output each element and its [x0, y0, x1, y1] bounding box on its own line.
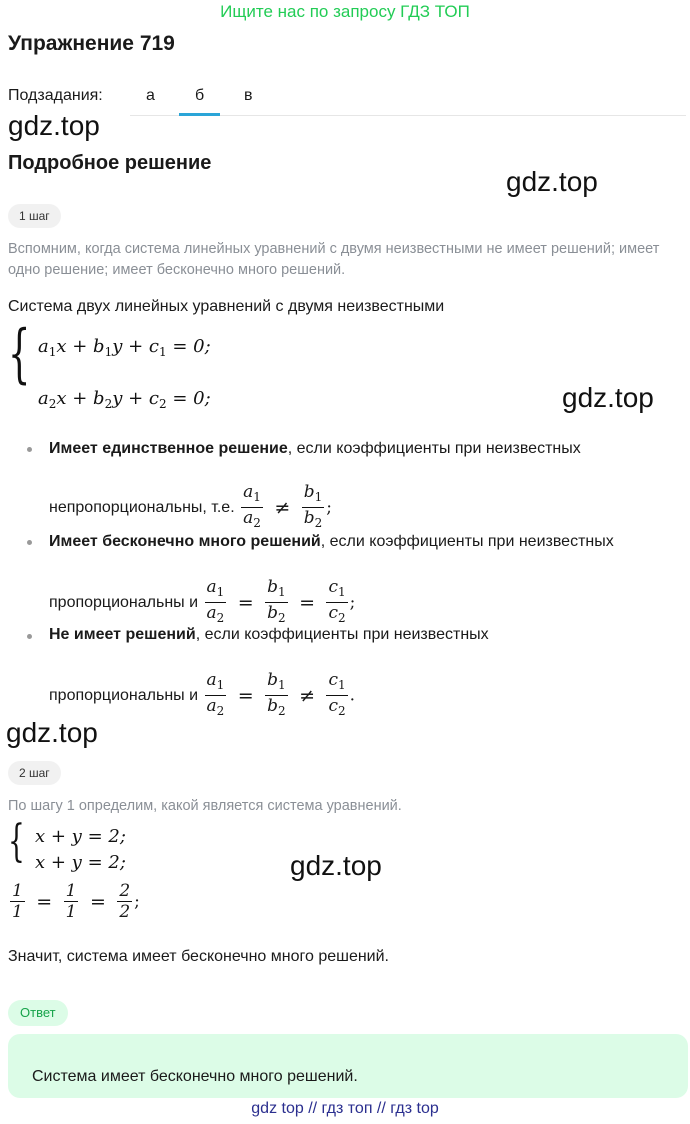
answer-box	[8, 1034, 688, 1098]
coefficient-ratio: $\frac{1}{1}$ = $\frac{1}{1}$ = $\frac{2}{2}$ ;	[12, 881, 140, 922]
step-hint-2: По шагу 1 определим, какой является система уравнений.	[8, 798, 402, 814]
tab-v[interactable]: в	[244, 87, 253, 104]
bullet-dot	[27, 540, 32, 545]
page-title: Упражнение 719	[8, 32, 175, 55]
bullet-1-line-1: Имеет единственное решение, если коэффициенты при неизвестных	[49, 440, 581, 457]
general-equation-1: $a_1x + b_1y + c_1 = 0$;	[38, 336, 211, 359]
fraction-a1-a2: $\frac{a_1}{a_2}$	[205, 670, 227, 721]
watermark: gdz.top	[8, 110, 100, 141]
fraction-a1-a2: $\frac{a_1}{a_2}$	[241, 482, 263, 533]
tab-a[interactable]: а	[146, 87, 155, 104]
fraction-c1-c2: $\frac{c_1}{c_2}$	[326, 670, 347, 721]
bullet-3-line-1: Не имеет решений, если коэффициенты при неизвестных	[49, 626, 489, 643]
bullet-dot	[27, 634, 32, 639]
active-tab-indicator	[179, 113, 220, 116]
general-equation-2: $a_2x + b_2y + c_2 = 0$;	[38, 388, 211, 411]
system-brace: {	[8, 317, 31, 391]
bullet-3-line-2: пропорциональны и $\frac{a_1}{a_2}$ = $\frac{b_1}{b_2}$ ≠ $\frac{c_1}{c_2}$ .	[49, 670, 355, 721]
fraction-b1-b2: $\frac{b_1}{b_2}$	[265, 670, 288, 721]
subtasks-label: Подзадания:	[8, 87, 103, 104]
conclusion-text: Значит, система имеет бесконечно много решений.	[8, 948, 389, 965]
watermark: gdz.top	[562, 382, 654, 413]
tab-b[interactable]: б	[195, 87, 205, 104]
watermark: gdz.top	[290, 850, 382, 881]
fraction-c1-c2: $\frac{c_1}{c_2}$	[326, 577, 347, 628]
bullet-2-line-2: пропорциональны и $\frac{a_1}{a_2}$ = $\frac{b_1}{b_2}$ = $\frac{c_1}{c_2}$ ;	[49, 577, 355, 628]
fraction-a1-a2: $\frac{a_1}{a_2}$	[205, 577, 227, 628]
watermark: gdz.top	[506, 166, 598, 197]
step-badge-2: 2 шаг	[8, 761, 61, 785]
system-brace: {	[8, 816, 25, 867]
answer-text: Система имеет бесконечно много решений.	[32, 1068, 358, 1085]
footer-links[interactable]: gdz top // гдз топ // гдз top	[251, 1100, 439, 1117]
step-badge-1: 1 шаг	[8, 204, 61, 228]
bullet-2-line-1: Имеет бесконечно много решений, если коэффициенты при неизвестных	[49, 533, 614, 550]
bullet-dot	[27, 447, 32, 452]
step-hint-1: Вспомним, когда система линейных уравнений с двумя неизвестными не имеет решений; имеет одно решение; имеет бесконечно много решений.	[8, 241, 660, 278]
intro-text: Система двух линейных уравнений с двумя неизвестными	[8, 298, 445, 315]
section-heading: Подробное решение	[8, 152, 212, 174]
fraction-b1-b2: $\frac{b_1}{b_2}$	[302, 482, 325, 533]
watermark: gdz.top	[6, 717, 98, 748]
system-equation-2: x + y = 2;	[35, 852, 126, 873]
fraction-b1-b2: $\frac{b_1}{b_2}$	[265, 577, 288, 628]
top-banner[interactable]: Ищите нас по запросу ГДЗ ТОП	[220, 2, 470, 21]
bullet-1-line-2: непропорциональны, т.е. $\frac{a_1}{a_2}$ ≠ $\frac{b_1}{b_2}$ ;	[49, 482, 332, 533]
answer-badge: Ответ	[8, 1000, 68, 1026]
system-equation-1: x + y = 2;	[35, 826, 126, 847]
